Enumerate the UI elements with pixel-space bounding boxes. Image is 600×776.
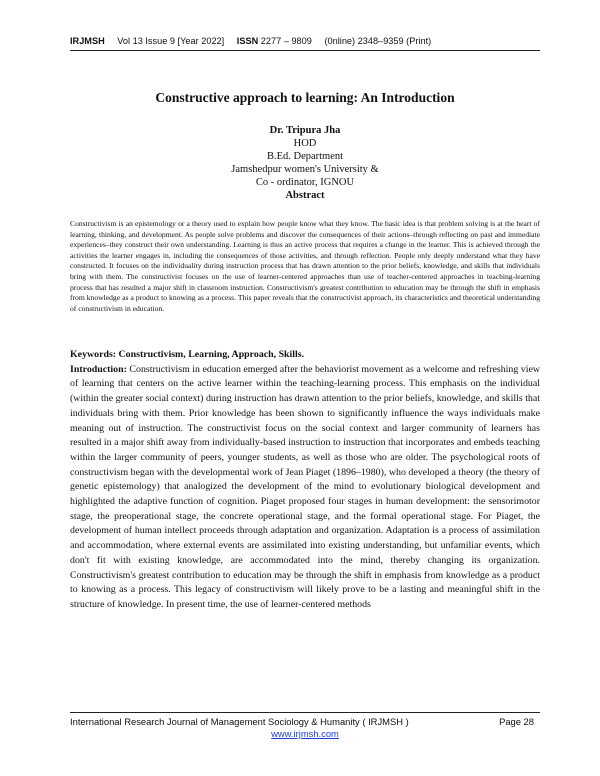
- issn-label: ISSN: [236, 36, 259, 46]
- abstract-heading: Abstract: [285, 190, 325, 201]
- author-role: HOD: [293, 138, 317, 149]
- abstract-text: Constructivism is an epistemology or a theory used to explain how people know what they know. The basic idea is that problem solving is at the heart of learning, thinking, and development. As people solve problems and discover the consequences of their actions–through reflecting on past and immediate experiences–they construct their own understanding. Learning is thus an active process that requires a change in the learner. This is achieved through the activities the learner engages in, including the consequences of those activities, and through reflection. People only deeply understand what they have constructed. It focuses on the individuality during instruction process that has drawn attention to the prior beliefs, knowledge, and skills that individuals bring with them. The constructivist focuses on the use of learner-centered approaches than use of teacher-centered approaches in teaching-learning process that has resulted a major shift in classroom instruction. Constructivism's greatest contribution to education may be through the shift in emphasis from knowledge as a product to knowing as a process. This paper reveals that the constructivist approach, its characteristics and theoretical understanding of constructivism in education.: [70, 219, 540, 313]
- journal-website-link[interactable]: www.irjmsh.com: [271, 728, 339, 739]
- introduction-label: Introduction:: [70, 363, 127, 375]
- running-header: [70, 36, 540, 46]
- body-text: [70, 348, 540, 613]
- running-footer: [70, 716, 540, 727]
- author-block: [70, 124, 540, 202]
- footer-link-row: [70, 728, 540, 739]
- page-number: Page 28: [499, 716, 534, 727]
- header-rule: [70, 50, 540, 51]
- author-coordinator: Co - ordinator, IGNOU: [255, 177, 355, 188]
- author-university: Jamshedpur women's University &: [231, 164, 379, 175]
- issn-online-print: (0nline) 2348–9359 (Print): [324, 36, 432, 46]
- introduction-paragraph: [70, 363, 540, 613]
- author-department: B.Ed. Department: [266, 151, 344, 162]
- journal-abbrev: IRJMSH: [70, 36, 105, 46]
- keywords-line: Keywords: Constructivism, Learning, Approach, Skills.: [70, 349, 305, 360]
- footer-rule: [70, 712, 540, 713]
- author-name: Dr. Tripura Jha: [269, 125, 341, 136]
- introduction-text: Constructivism in education emerged after the behaviorist movement as a welcome and refreshing view of learning that centers on the active learner within the teaching-learning process. This emphasis on the individual (within the greater social context) during instruction has drawn attention to the prior beliefs, knowledge, and skills that individuals bring with them. Prior knowledge has been shown to significantly influence the ways individuals make meaning out of instruction. The constructivist focus on the social context and larger community of learners has resulted in a major shift away from individually-based instruction to instruction that incorporates and embeds teaching within the larger community of peers, younger students, as well as those who are older. The psychological roots of constructivism began with the developmental work of Jean Piaget (1896–1980), who developed a theory (the theory of genetic epistemology) that analogized the development of the mind to evolutionary biological development and highlighted the adaptive function of cognition. Piaget proposed four stages in human development: the sensorimotor stage, the preoperational stage, the concrete operational stage, and the formal operational stage. For Piaget, the development of human intellect proceeds through adaptation and organization. Adaptation is a process of assimilation and accommodation, where external events are assimilated into existing understanding, but unfamiliar events, which don't fit with existing knowledge, are accommodated into the mind, thereby changing its organization. Constructivism's greatest contribution to education may be through the shift in emphasis from knowledge as a product to knowing as a process. This legacy of constructivism will likely prove to be a lasting and meaningful shift in the structure of knowledge. In present time, the use of learner-centered methods: [70, 363, 540, 610]
- volume-issue: Vol 13 Issue 9 [Year 2022]: [117, 36, 225, 46]
- paper-title: Constructive approach to learning: An Introduction: [155, 90, 455, 105]
- footer-journal-name: International Research Journal of Management Sociology & Humanity ( IRJMSH ): [70, 716, 409, 727]
- issn-value: 2277 – 9809: [260, 36, 312, 46]
